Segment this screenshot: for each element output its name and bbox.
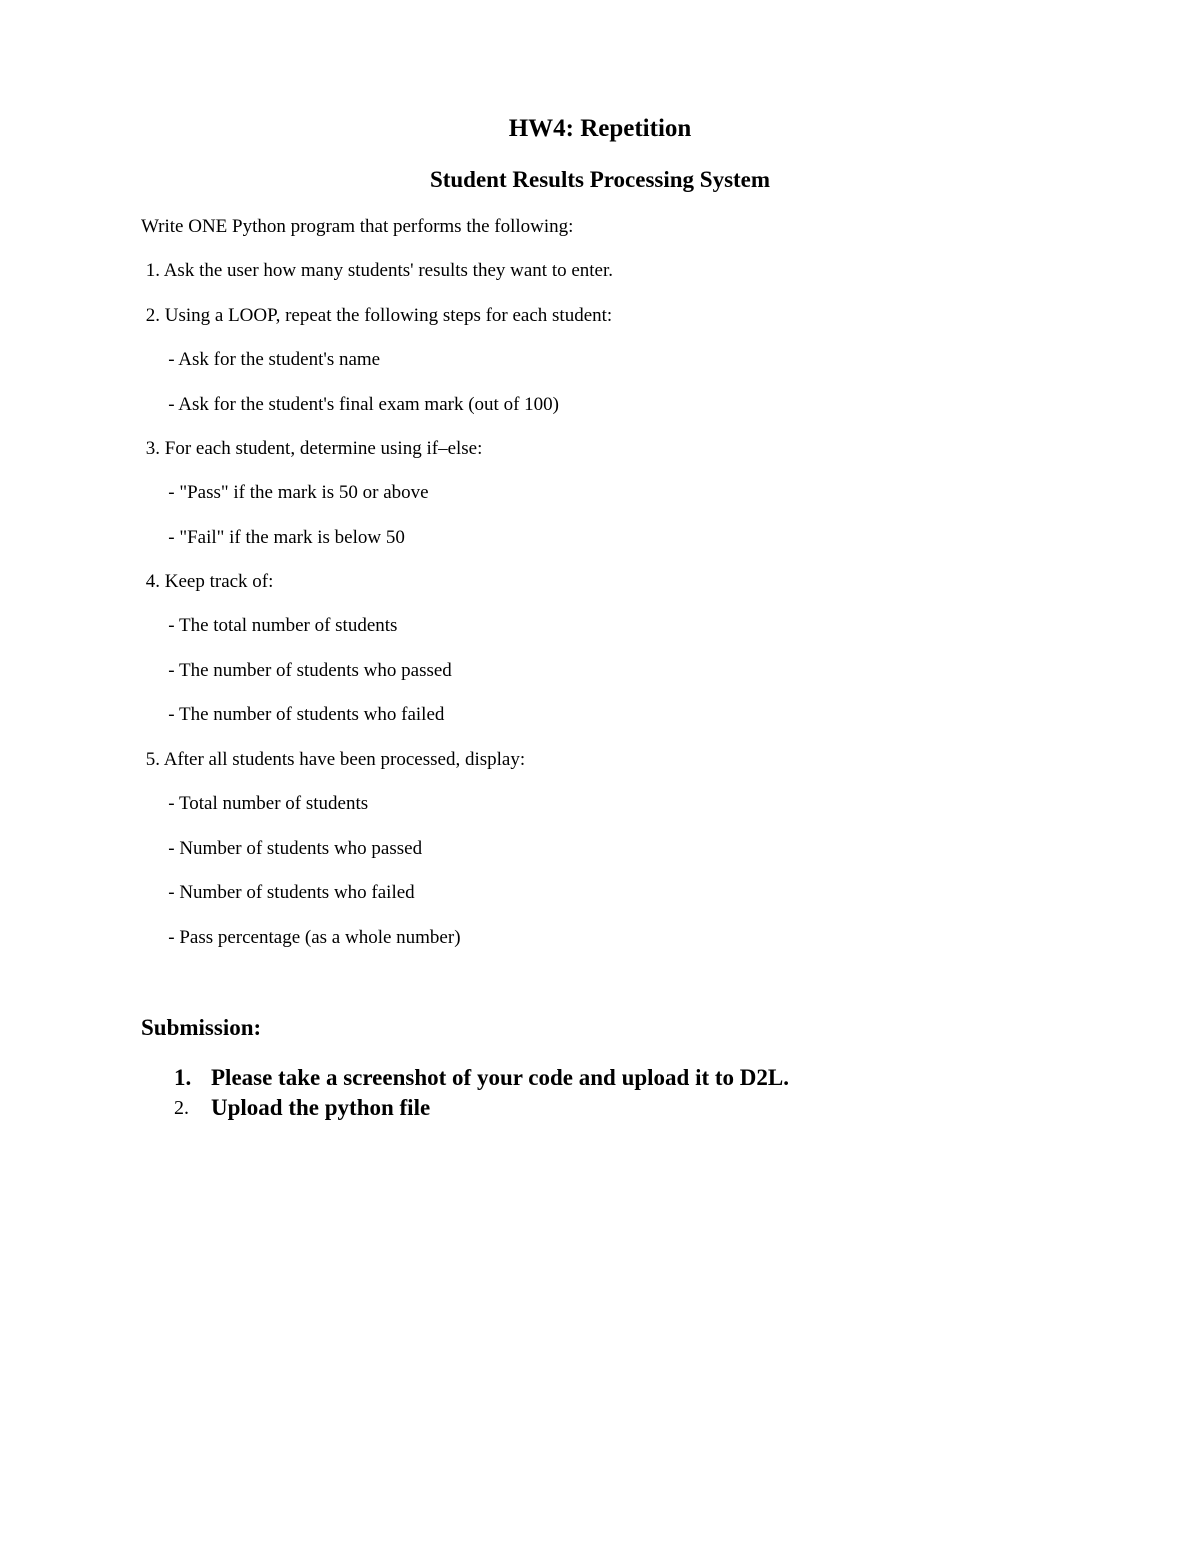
step-5-sub-3: - Number of students who failed [154,882,415,903]
step-5-sub-2: - Number of students who passed [154,838,423,859]
intro-text: Write ONE Python program that performs the following: [141,216,574,237]
submission-item-1-number: 1. [174,1065,192,1090]
document-subtitle: Student Results Processing System [429,167,771,192]
step-5: 5. After all students have been processed, display: [141,749,526,770]
step-5-sub-1: - Total number of students [154,793,369,814]
step-3-sub-1: - "Pass" if the mark is 50 or above [154,482,429,503]
step-4: 4. Keep track of: [141,571,274,592]
step-4-sub-1: - The total number of students [154,615,398,636]
step-1: 1. Ask the user how many students' results they want to enter. [141,260,614,281]
document-title: HW4: Repetition [508,115,692,142]
step-3: 3. For each student, determine using if–else: [141,438,483,459]
step-2-sub-1: - Ask for the student's name [154,349,381,370]
step-4-sub-3: - The number of students who failed [154,704,445,725]
step-2: 2. Using a LOOP, repeat the following steps for each student: [141,305,613,326]
step-5-sub-4: - Pass percentage (as a whole number) [154,927,461,948]
submission-item-2-number: 2. [174,1097,189,1119]
submission-heading: Submission: [141,1015,262,1040]
step-4-sub-2: - The number of students who passed [154,660,452,681]
submission-item-1: Please take a screenshot of your code and upload it to D2L. [211,1065,789,1090]
step-2-sub-2: - Ask for the student's final exam mark (out of 100) [154,394,559,415]
submission-item-2: Upload the python file [211,1095,431,1120]
step-3-sub-2: - "Fail" if the mark is below 50 [154,527,405,548]
